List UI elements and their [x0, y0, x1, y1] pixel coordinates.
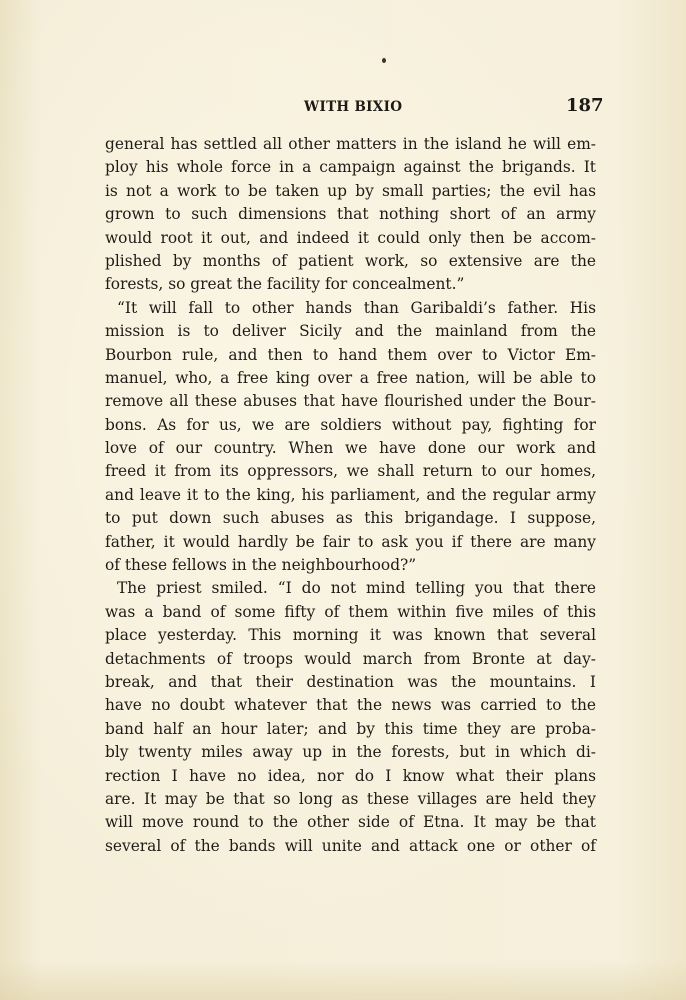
- text-line: and leave it to the king, his parliament, and the regular army: [105, 485, 596, 504]
- text-line: are. It may be that so long as these villages are held they: [105, 789, 596, 808]
- text-line: bly twenty miles away up in the forests, but in which di-: [105, 743, 596, 762]
- text-line: will move round to the other side of Etna. It may be that: [105, 813, 596, 832]
- text-line: rection I have no idea, nor do I know what their plans: [105, 766, 596, 785]
- text-line: father, it would hardly be fair to ask you if there are many: [105, 532, 596, 551]
- page-number: 187: [566, 95, 604, 116]
- text-line: freed it from its oppressors, we shall return to our homes,: [105, 462, 596, 481]
- text-line: several of the bands will unite and attack one or other of: [105, 836, 596, 855]
- text-line: manuel, who, a free king over a free nation, will be able to: [105, 368, 596, 387]
- text-line: bons. As for us, we are soldiers without pay, fighting for: [105, 415, 596, 434]
- running-title: WITH BIXIO: [304, 99, 403, 115]
- text-line: is not a work to be taken up by small parties; the evil has: [105, 181, 596, 200]
- text-line: of these fellows in the neighbourhood?”: [105, 556, 417, 575]
- text-line: plished by months of patient work, so extensive are the: [105, 251, 596, 270]
- text-line: was a band of some fifty of them within five miles of this: [105, 602, 596, 621]
- text-line: The priest smiled. “I do not mind telling you that there: [117, 579, 596, 598]
- ink-speck: [382, 58, 386, 63]
- text-line: would root it out, and indeed it could only then be accom-: [105, 228, 596, 247]
- text-line: to put down such abuses as this brigandage. I suppose,: [105, 509, 596, 528]
- text-line: detachments of troops would march from Bronte at day-: [105, 649, 596, 668]
- text-line: remove all these abuses that have flourished under the Bour-: [105, 392, 596, 411]
- text-line: mission is to deliver Sicily and the mainland from the: [105, 322, 596, 341]
- text-line: general has settled all other matters in the island he will em-: [105, 135, 596, 153]
- text-line: forests, so great the facility for concealment.”: [105, 275, 465, 294]
- text-line: band half an hour later; and by this time they are proba-: [105, 719, 596, 738]
- text-line: Bourbon rule, and then to hand them over to Victor Em-: [105, 345, 596, 364]
- text-line: ploy his whole force in a campaign against the brigands. It: [105, 158, 596, 177]
- text-line: grown to such dimensions that nothing short of an army: [105, 205, 596, 224]
- text-line: place yesterday. This morning it was known that several: [105, 626, 596, 645]
- text-line: break, and that their destination was the mountains. I: [105, 672, 596, 691]
- text-line: have no doubt whatever that the news was carried to the: [105, 696, 596, 715]
- text-line: “It will fall to other hands than Garibaldi’s father. His: [117, 298, 596, 317]
- text-line: love of our country. When we have done our work and: [105, 439, 596, 458]
- body-text: [105, 133, 596, 858]
